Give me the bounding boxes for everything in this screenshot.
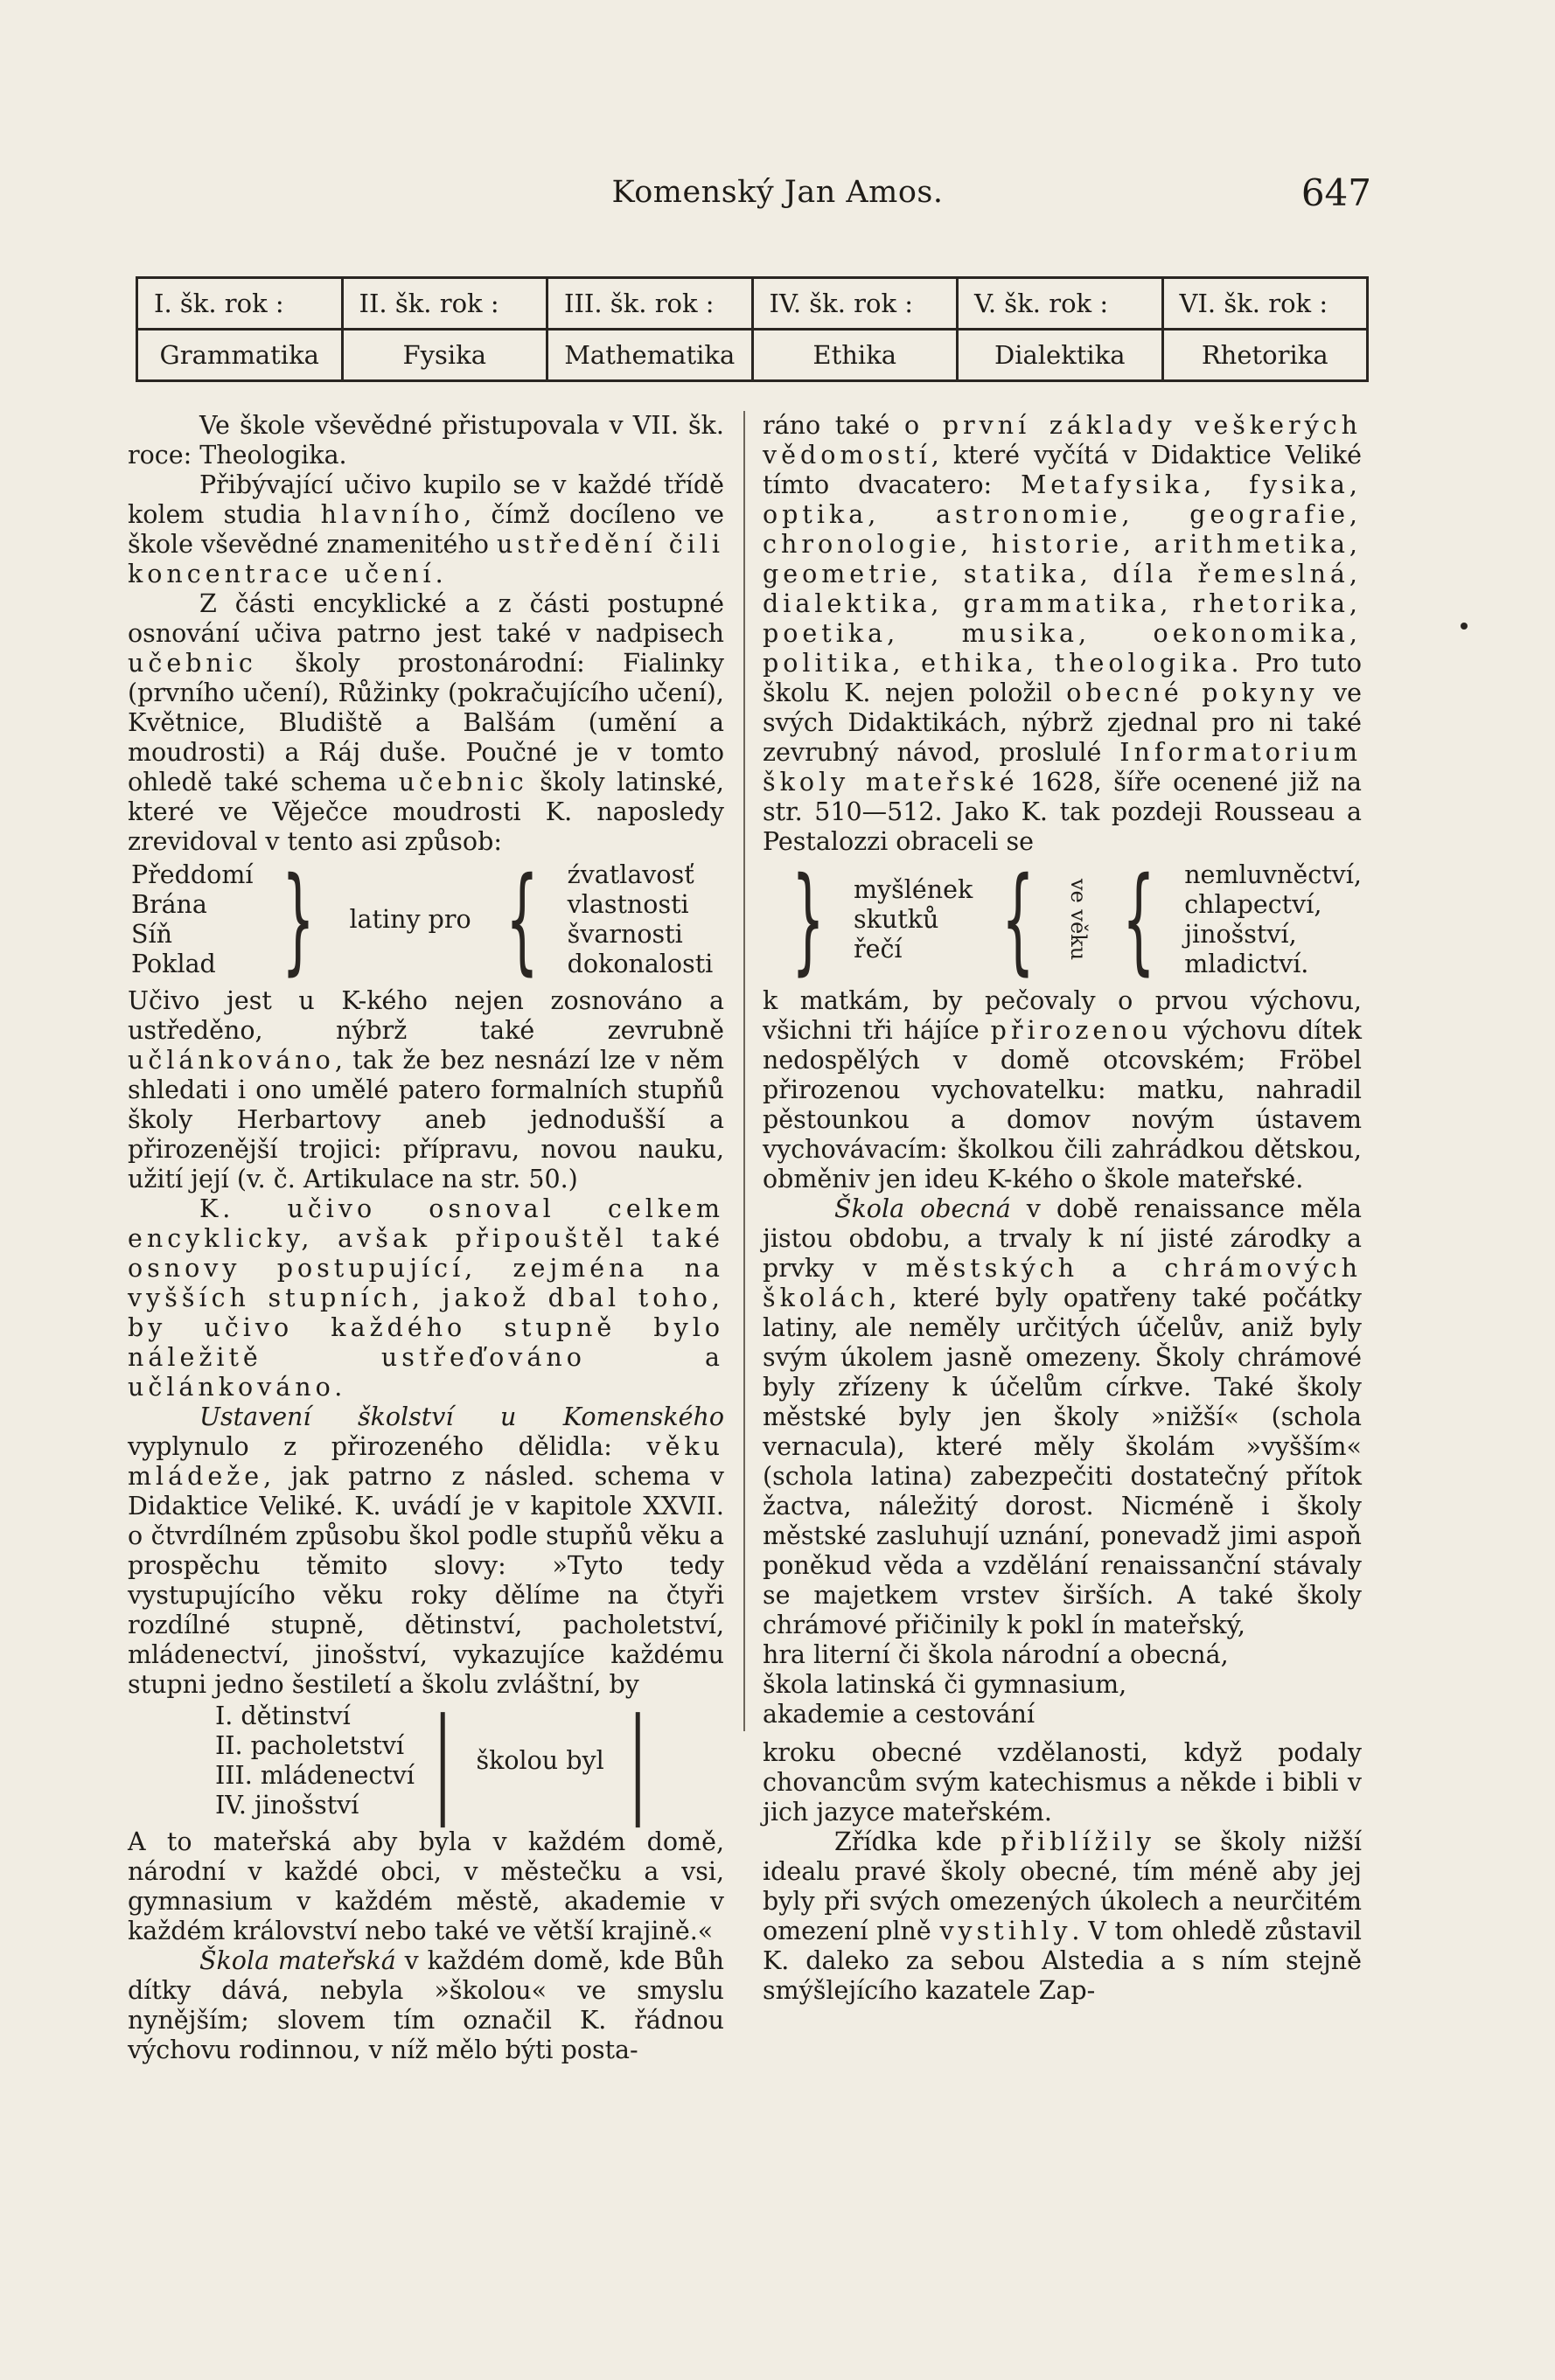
year-cell: I. šk. rok : xyxy=(137,278,343,330)
paragraph: K. učivo osnoval celkem encyklicky, avšak připouštěl také osnovy postupující, zejména na vyšších stupních, jakož dbal toho, by učivo každého stupně bylo náležitě ustřeďováno a učlánkováno. xyxy=(128,1194,724,1402)
vertical-label: ve věku xyxy=(1066,879,1091,961)
running-title: Komenský Jan Amos. xyxy=(611,175,944,210)
subject-cell: Ethika xyxy=(752,330,958,381)
year-cell: VI. šk. rok : xyxy=(1162,278,1368,330)
brace-icon: { xyxy=(1001,852,1036,987)
brace-icon: | xyxy=(628,1694,646,1828)
latin-textbook-schema: Předdomí Brána Síň Poklad } latiny pro { źvatlavosť vlastnosti švarnosti dokonalosti xyxy=(131,852,714,987)
paragraph: A to mateřská aby byla v každém domě, národní v každé obci, v městečku a vsi, gymnasium v každém městě, akademie v každém království nebo také ve větší krajině.« xyxy=(128,1827,724,1945)
paragraph: kroku obecné vzdělanosti, když podaly chovancům svým katechismus a někde i bibli v jich jazyce mateřském. xyxy=(763,1738,1362,1827)
senses-ages-schema: } myšlének skutků řečí { ve věku { nemluvněctví, chlapectví, jinošství, mladictví. xyxy=(791,852,1362,987)
subject-cell: Grammatika xyxy=(137,330,343,381)
brace-icon: } xyxy=(282,852,316,987)
margin-dot xyxy=(1461,623,1468,630)
year-cell: III. šk. rok : xyxy=(547,278,753,330)
brace-icon: | xyxy=(434,1694,452,1828)
brace-icon: { xyxy=(1122,852,1156,987)
school-year-table xyxy=(136,276,1369,382)
paragraph: ráno také o první základy veškerých vědomostí, které vyčítá v Didaktice Veliké tímto dvacatero: Metafysika, fysika, optika, astronomie, geografie, chronologie, historie, arithmetika, geometrie, statika, díla řemeslná, dialektika, grammatika, rhetorika, poetika, musika, oekonomika, politika, ethika, theologika. Pro tuto školu K. nejen položil obecné pokyny ve svých Didaktikách, nýbrž zjednal pro ni také zevrubný návod, proslulé Informatorium školy mateřské 1628, šíře ocenené již na str. 510—512. Jako K. tak pozdeji Rousseau a Pestalozzi obraceli se xyxy=(763,411,1362,856)
subject-cell: Dialektika xyxy=(958,330,1163,381)
subject-cell: Rhetorika xyxy=(1162,330,1368,381)
left-column xyxy=(128,411,724,2065)
column-divider xyxy=(743,411,745,1731)
paragraph: Ustavení školství u Komenského vyplynulo z přirozeného dělidla: věku mládeže, jak patrno z násled. schema v Didaktice Veliké. K. uvádí je v kapitole XXVII. o čtvrdílném způsobu škol podle stupňů věku a prospěchu těmito slovy: »Tyto tedy vystupujícího věku roky dělíme na čtyři rozdílné stupně, dětinství, pacholetství, mládenectví, jinošství, vykazujíce každému stupni jedno šestiletí a školu zvláštní, by xyxy=(128,1402,724,1699)
list-item: škola latinská či gymnasium, xyxy=(763,1670,1127,1699)
subject-cell: Mathematika xyxy=(547,330,753,381)
right-column xyxy=(763,411,1362,2006)
age-stages-schema: I. dětinství II. pacholetství III. mládenectví IV. jinošství | školou byl | xyxy=(215,1694,646,1828)
page-number: 647 xyxy=(1300,171,1371,214)
table-row-subjects xyxy=(137,330,1368,381)
paragraph: Škola obecná v době renaissance měla jistou obdobu, a trvaly k ní jisté zárodky a prvky v městských a chrámových školách, které byly opatřeny také počátky latiny, ale neměly určitých účelův, aniž byly svým úkolem jasně omezeny. Školy chrámové byly zřízeny k účelům církve. Také školy městské byly jen školy »nižší« (schola vernacula), které měly školám »vyšším« (schola latina) zabezpečiti dostatečný přítok žactva, náležitý dorost. Nicméně i školy městské zasluhují uznání, ponevadž jimi aspoň poněkud věda a vzdělání renaissanční stávaly se majetkem vrstev širších. A také školy chrámové přičinily k pokl ín mateřský, xyxy=(763,1194,1362,1639)
list-item: akademie a cestování xyxy=(763,1700,1036,1729)
year-cell: IV. šk. rok : xyxy=(752,278,958,330)
brace-icon: { xyxy=(505,852,539,987)
year-cell: II. šk. rok : xyxy=(342,278,547,330)
paragraph: Škola mateřská v každém domě, kde Bůh dítky dává, nebyla »školou« ve smyslu nynějším; slovem tím označil K. řádnou výchovu rodinnou, v níž mělo býti posta- xyxy=(128,1946,725,2064)
subject-cell: Fysika xyxy=(342,330,547,381)
paragraph: k matkám, by pečovaly o prvou výchovu, všichni tři hájíce přirozenou výchovu dítek nedospělých v domě otcovském; Fröbel přirozenou vychovatelku: matku, nahradil pěstounkou a domov novým ústavem vychovávacím: školkou čili zahrádkou dětskou, obměniv jen ideu K-kého o škole mateřské. xyxy=(763,986,1363,1193)
table-row-years xyxy=(137,278,1368,330)
year-cell: V. šk. rok : xyxy=(958,278,1163,330)
list-item: hra literní či škola národní a obecná, xyxy=(763,1640,1229,1669)
paragraph: Učivo jest u K-kého nejen zosnováno a ustředěno, nýbrž také zevrubně učlánkováno, tak že bez nesnází lze v něm shledati i ono umělé patero formalních stupňů školy Herbartovy aneb jednodušší a přirozenější trojici: přípravu, novou nauku, užití její (v. č. Artikulace na str. 50.) xyxy=(128,986,724,1193)
paragraph: Ve škole vševědné přistupovala v VII. šk. roce: Theologika. xyxy=(128,411,724,470)
paragraph: Zřídka kde přiblížily se školy nižší idealu pravé školy obecné, tím méně aby jej byly při svých omezených úkolech a neurčitém omezení plně vystihly. V tom ohledě zůstavil K. daleko za sebou Alstedia a s ním stejně smýšlejícího kazatele Zap- xyxy=(763,1827,1363,2005)
brace-icon: } xyxy=(791,852,825,987)
school-levels-list xyxy=(763,1640,1362,1729)
paragraph: Z části encyklické a z části postupné osnování učiva patrno jest také v nadpisech učebnic školy prostonárodní: Fialinky (prvního učení), Růžinky (pokračujícího učení), Květnice, Bludiště a Balšám (umění a moudrosti) a Ráj duše. Poučné je v tomto ohledě také schema učebnic školy latinské, které ve Věječce moudrosti K. naposledy zrevidoval v tento asi způsob: xyxy=(128,589,724,856)
paragraph: Přibývající učivo kupilo se v každé třídě kolem studia hlavního, čímž docíleno ve škole vševědné znamenitého ustředění čili koncentrace učení. xyxy=(128,470,725,588)
